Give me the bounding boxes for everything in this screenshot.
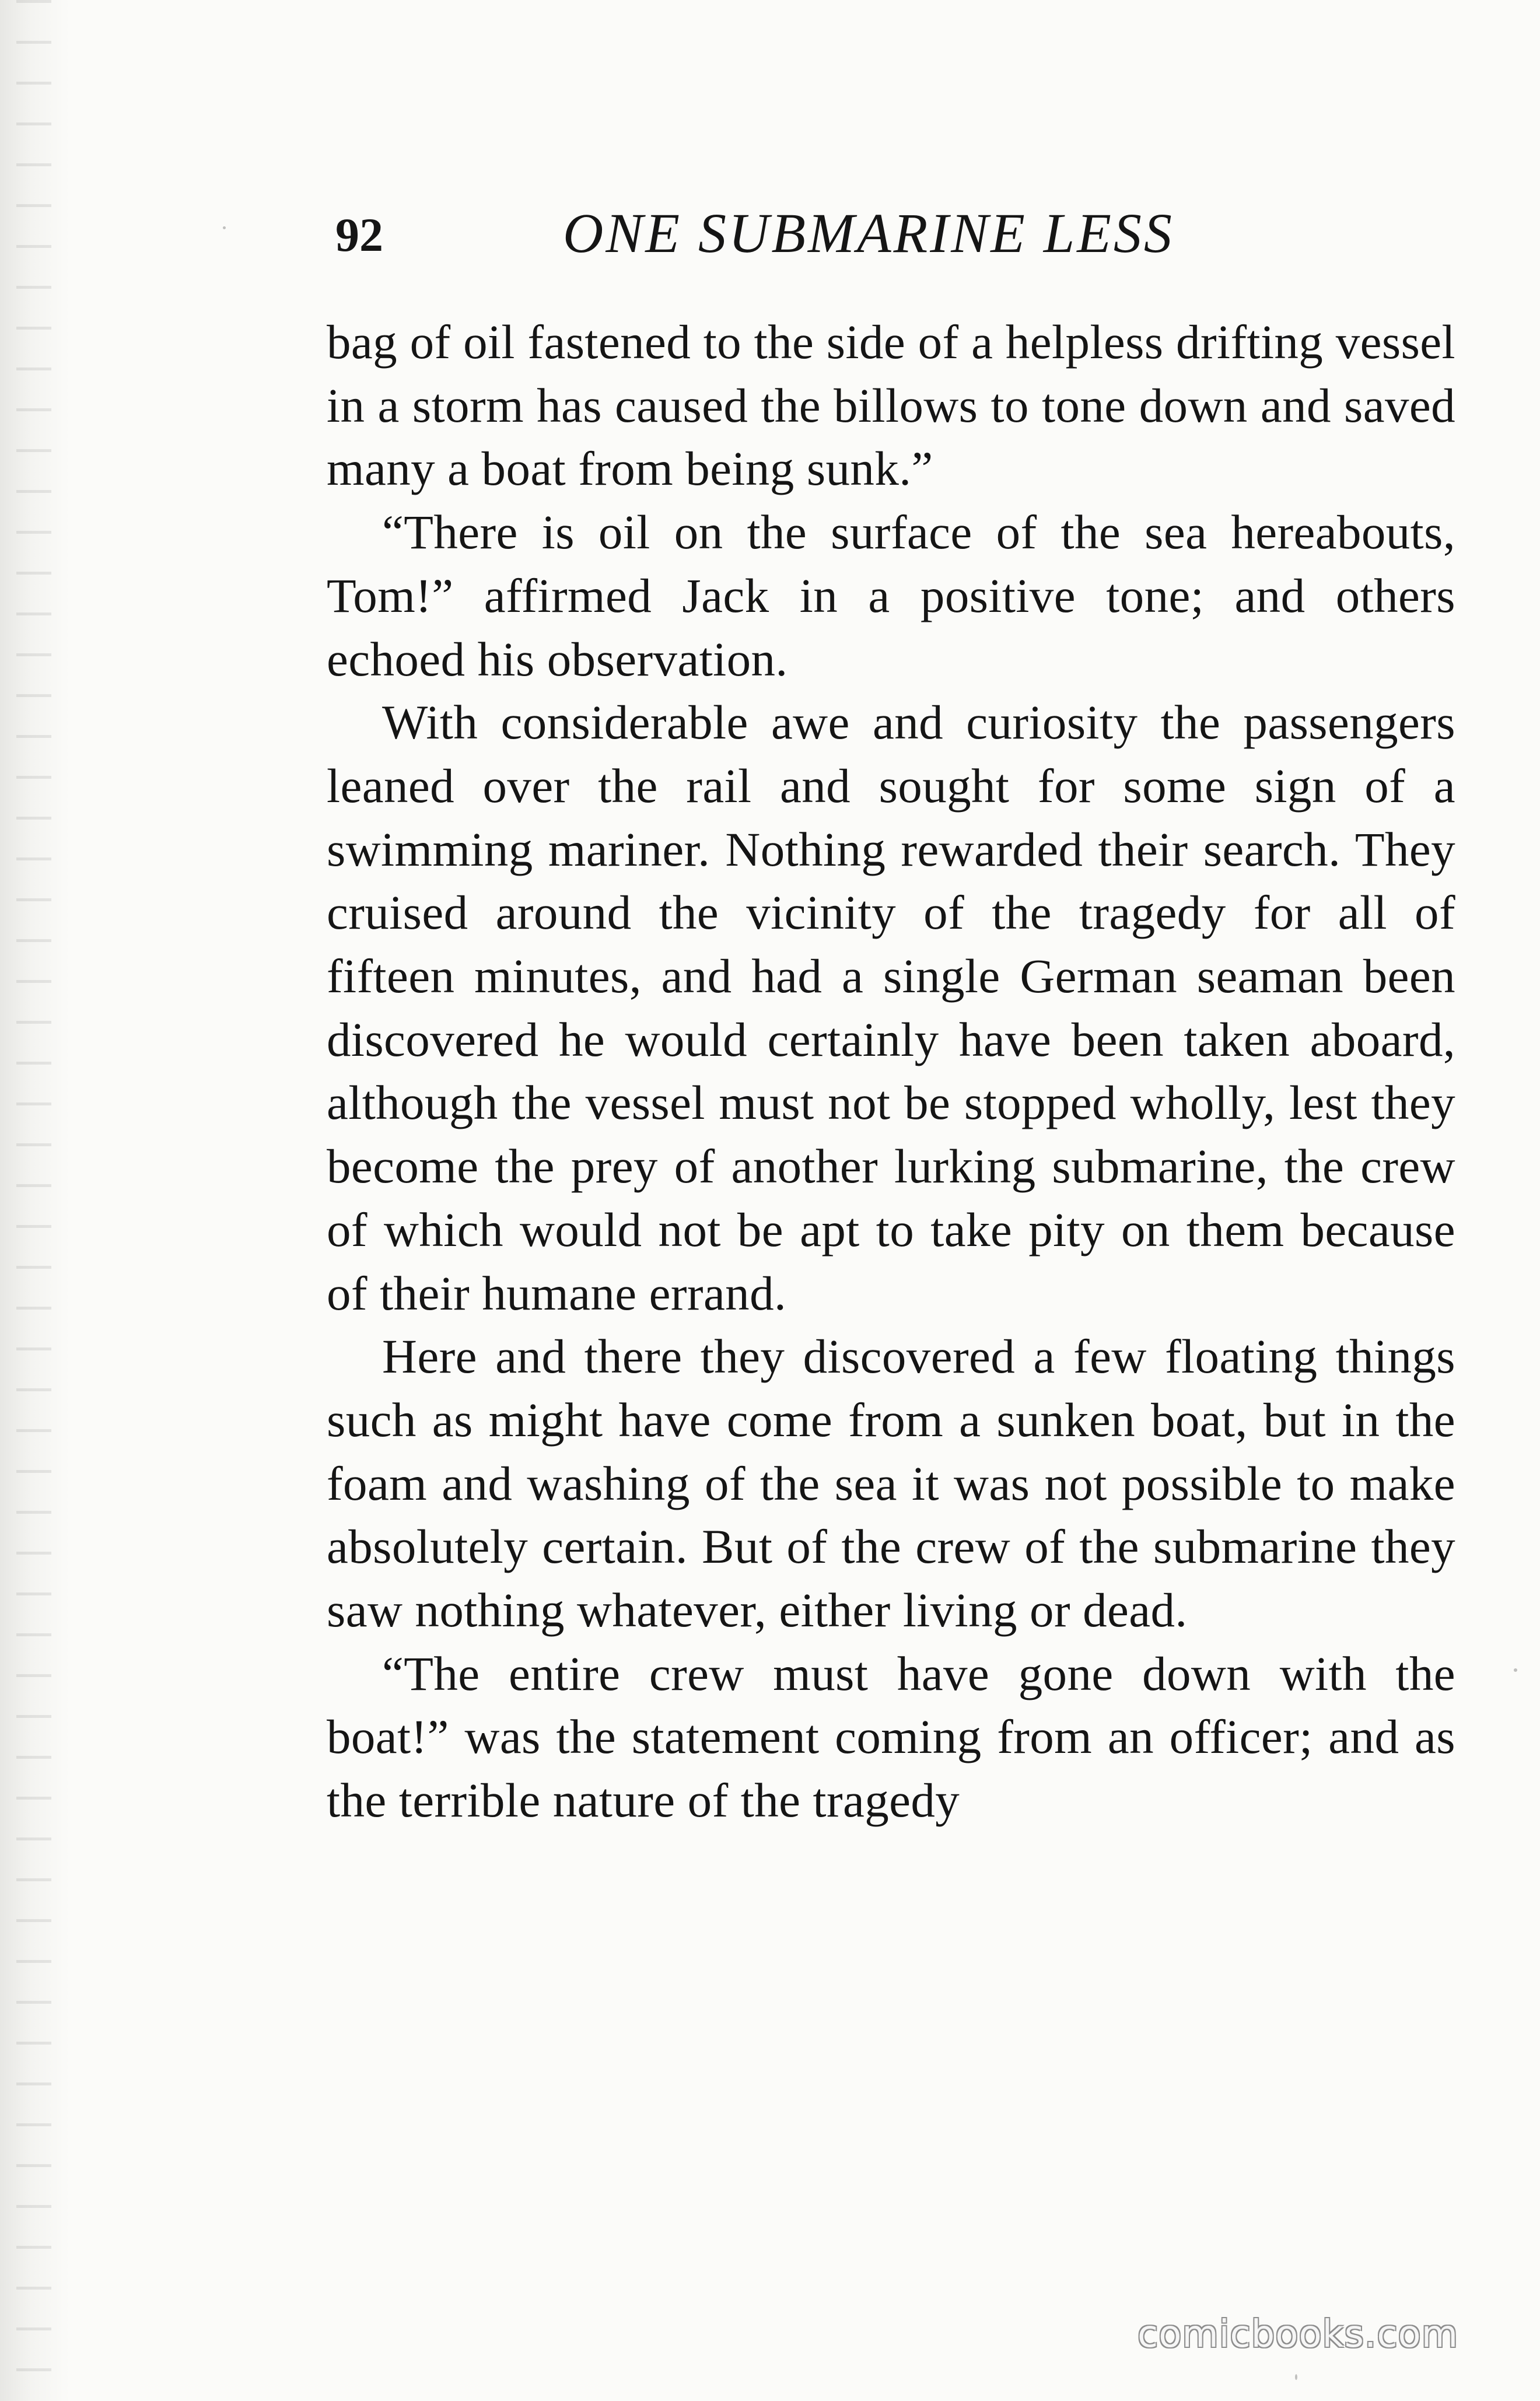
- scan-speck: [1295, 2374, 1297, 2380]
- paragraph-dialogue-oil: “There is oil on the surface of the sea hereabouts, Tom!” affirmed Jack in a positive tone; and others echoed his observation.: [327, 505, 1455, 686]
- running-head: [335, 201, 1242, 271]
- paragraph-entire-crew: “The entire crew must have gone down with the boat!” was the statement coming from an officer; and as the terrible nature of the tragedy: [327, 1646, 1455, 1828]
- body-text: [327, 310, 1455, 1832]
- paragraph-continuation: bag of oil fastened to the side of a helpless drifting vessel in a storm has caused the billows to tone down and saved many a boat from being sunk.”: [327, 315, 1455, 496]
- paragraph-search: With considerable awe and curiosity the passengers leaned over the rail and sought for some sign of a swimming mariner. Nothing rewarded their search. They cruised around the vicinity of the tragedy for all of fifteen minutes, and had a single German seaman been discovered he would certainly have been taken aboard, although the vessel must not be stopped wholly, lest they become the prey of another lurking submarine, the crew of which would not be apt to take pity on them because of their humane errand.: [327, 695, 1455, 1320]
- scan-speck: [1514, 1668, 1517, 1672]
- page-number: 92: [335, 208, 383, 261]
- binding-scan-marks: [16, 0, 51, 2401]
- paragraph-floating-things: Here and there they discovered a few floating things such as might have come from a sunken boat, but in the foam and washing of the sea it was not possible to make absolutely certain. But of the crew of the submarine they saw nothing whatever, either living or dead.: [327, 1329, 1455, 1637]
- running-title: ONE SUBMARINE LESS: [563, 202, 1174, 264]
- scan-speck: [223, 226, 226, 229]
- watermark-logo: comicbooks.com: [1138, 2313, 1459, 2356]
